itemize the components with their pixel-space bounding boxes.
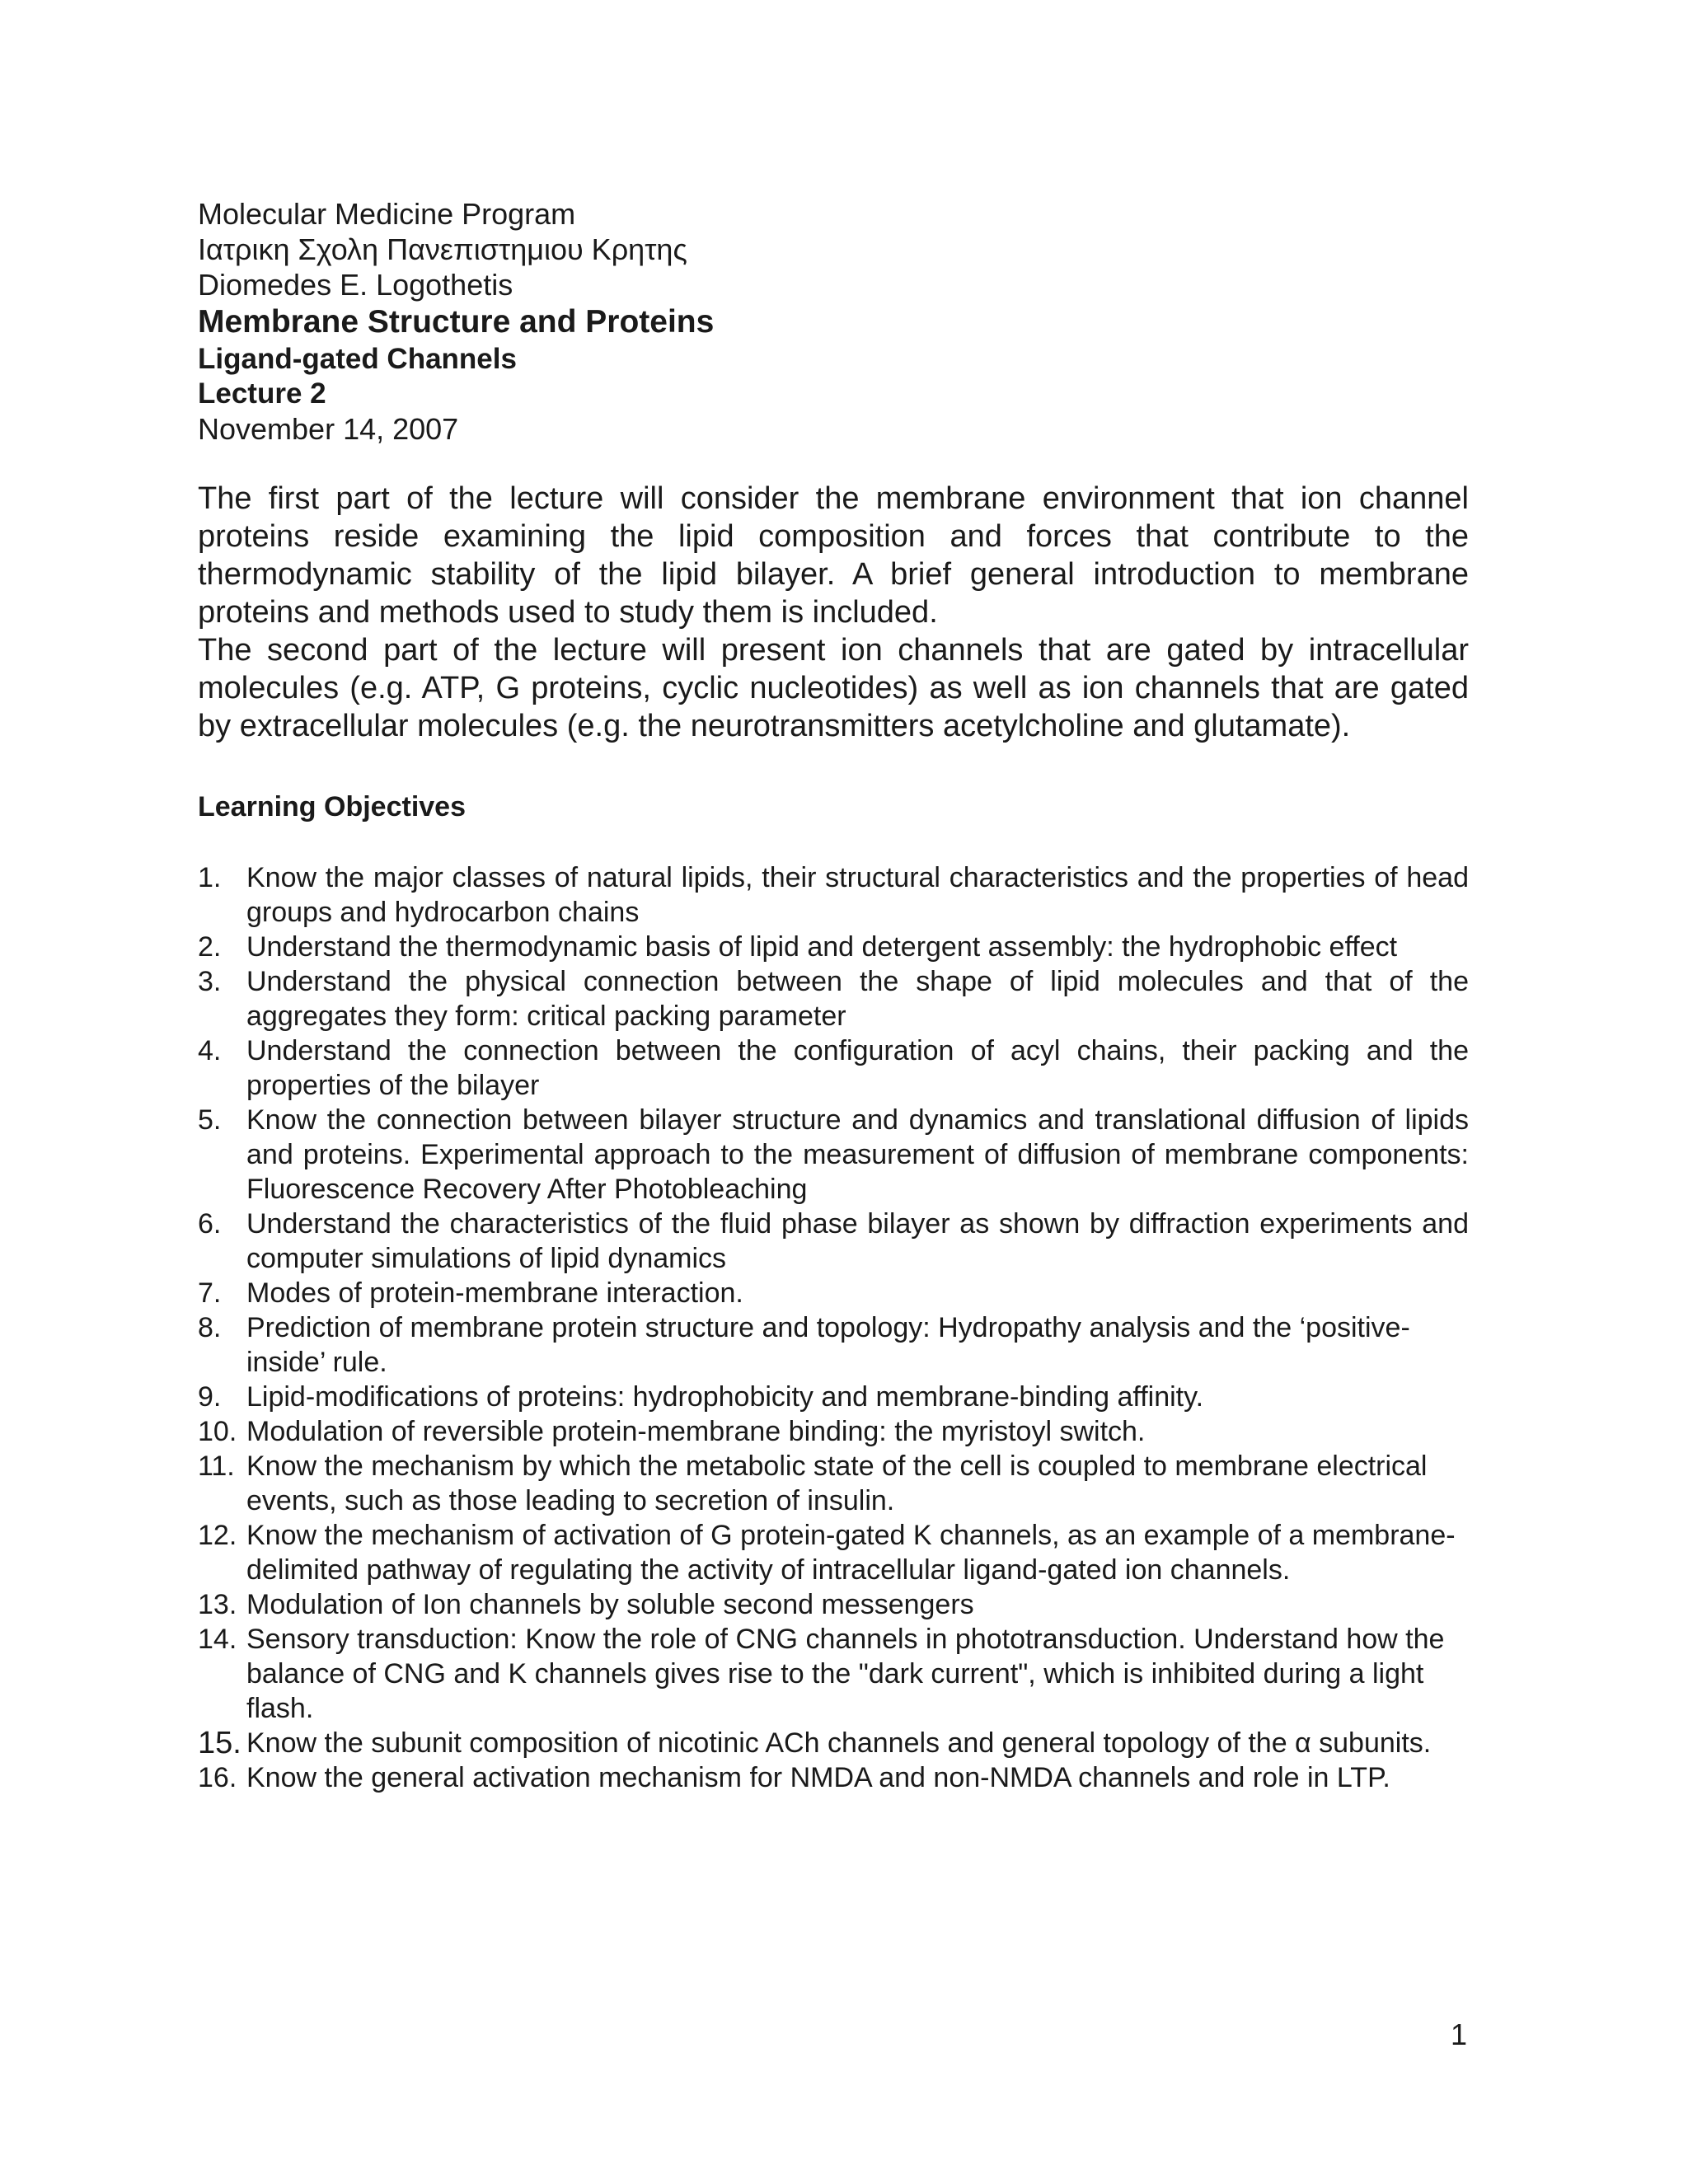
list-item: 4. Understand the connection between the configuration of acyl chains, their packing and the properties of the bilayer — [198, 1035, 1469, 1101]
list-item: 15. Know the subunit composition of nicotinic ACh channels and general topology of the α subunits. — [198, 1726, 1432, 1760]
document-page — [198, 196, 1469, 1795]
list-item: 1. Know the major classes of natural lipids, their structural characteristics and the properties of head groups and hydrocarbon chains — [198, 862, 1469, 928]
introduction — [198, 480, 1469, 745]
page-number: 1 — [1451, 2018, 1468, 2051]
author-name: Diomedes E. Logothetis — [198, 268, 513, 302]
learning-objectives-heading: Learning Objectives — [198, 791, 466, 823]
school-name: Ιατρικη Σχολη Πανεπιστημιου Κρητης — [198, 232, 687, 266]
document-header — [198, 196, 1469, 447]
intro-paragraph-1: The first part of the lecture will consider the membrane environment that ion channel proteins reside examining the lipid composition and forces that contribute to the thermodynamic stability of the lipid bilayer. A brief general introduction to membrane proteins and methods used to study them is included. — [198, 481, 1469, 630]
list-item: 10. Modulation of reversible protein-membrane binding: the myristoyl switch. — [198, 1416, 1146, 1447]
list-item: 13. Modulation of Ion channels by soluble second messengers — [198, 1589, 974, 1620]
list-item: 16. Know the general activation mechanism for NMDA and non-NMDA channels and role in LTP. — [198, 1762, 1390, 1793]
lecture-date: November 14, 2007 — [198, 412, 459, 446]
list-item: 9. Lipid-modifications of proteins: hydrophobicity and membrane-binding affinity. — [198, 1381, 1204, 1413]
list-item: 11. Know the mechanism by which the metabolic state of the cell is coupled to membrane electrical events, such as those leading to secretion of insulin. — [198, 1451, 1428, 1516]
learning-objectives-list — [198, 860, 1469, 1795]
list-item: 5. Know the connection between bilayer structure and dynamics and translational diffusion of lipids and proteins. Experimental approach to the measurement of diffusion of membrane components: Fluorescence Recovery After Photobleaching — [198, 1104, 1469, 1205]
list-item: 7. Modes of protein-membrane interaction. — [198, 1277, 743, 1309]
document-subtitle: Ligand-gated Channels — [198, 343, 517, 375]
list-item: 3. Understand the physical connection between the shape of lipid molecules and that of the aggregates they form: critical packing parameter — [198, 966, 1469, 1032]
lecture-label: Lecture 2 — [198, 377, 326, 410]
program-name: Molecular Medicine Program — [198, 197, 576, 231]
intro-paragraph-2: The second part of the lecture will present ion channels that are gated by intracellular molecules (e.g. ATP, G proteins, cyclic nucleotides) as well as ion channels that are gated by extracellular molecules (e.g. the neurotransmitters acetylcholine and glutamate). — [198, 633, 1469, 743]
list-item: 8. Prediction of membrane protein structure and topology: Hydropathy analysis and the ‘positive-inside’ rule. — [198, 1312, 1410, 1378]
list-item: 6. Understand the characteristics of the fluid phase bilayer as shown by diffraction experiments and computer simulations of lipid dynamics — [198, 1208, 1469, 1274]
document-title: Membrane Structure and Proteins — [198, 304, 715, 340]
list-item: 14. Sensory transduction: Know the role of CNG channels in phototransduction. Understand how the balance of CNG and K channels gives rise to the "dark current", which is inhibited during a light flash. — [198, 1624, 1445, 1724]
list-item: 2. Understand the thermodynamic basis of lipid and detergent assembly: the hydrophobic effect — [198, 931, 1398, 963]
list-item: 12. Know the mechanism of activation of G protein-gated K channels, as an example of a membrane-delimited pathway of regulating the activity of intracellular ligand-gated ion channels. — [198, 1520, 1456, 1586]
